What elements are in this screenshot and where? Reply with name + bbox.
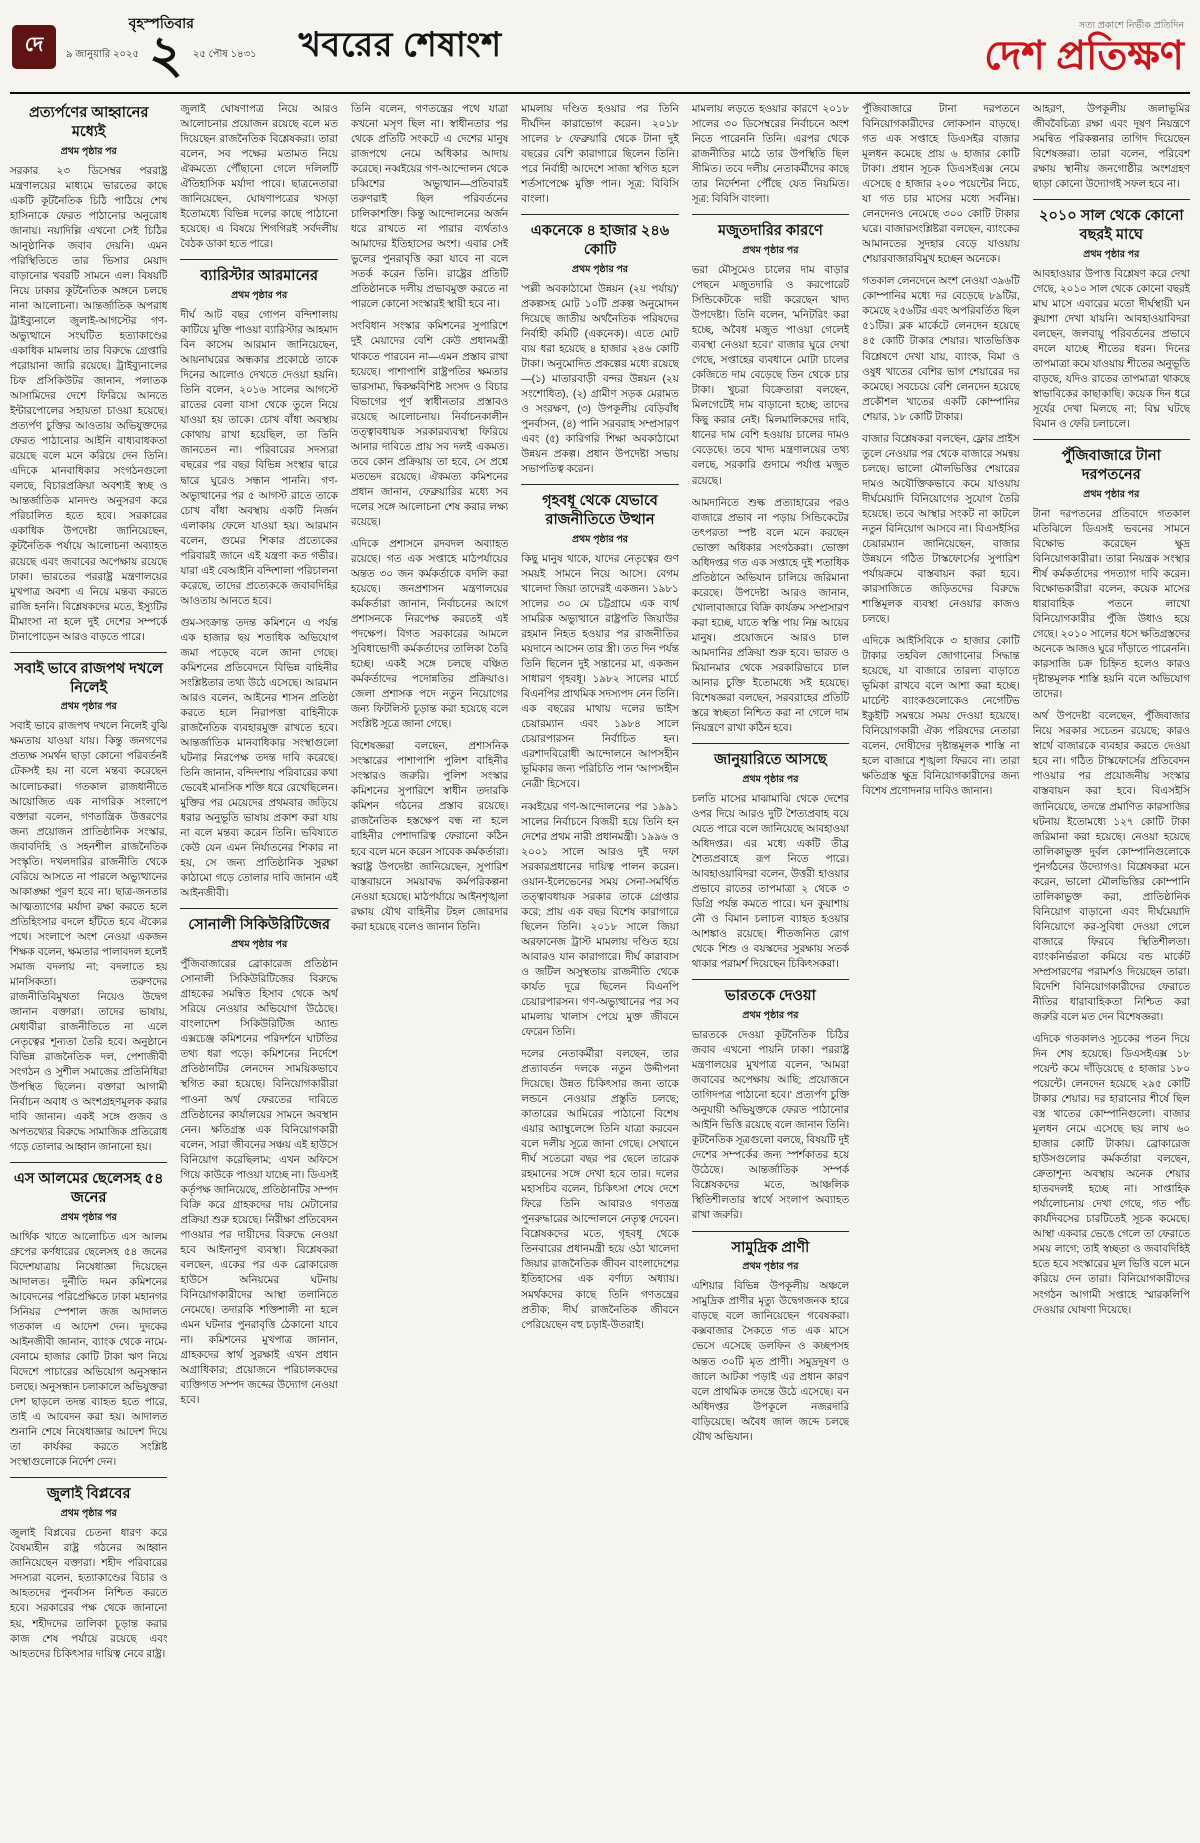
article-body: জুলাই ঘোষণাপত্র নিয়ে আরও আলোচনার প্রয়োজন রয়েছে বলে মত দিয়েছেন রাজনৈতিক বিশ্লেষকরা। তারা বলেন, সব পক্ষের মতামত নিয়ে ঐকমত্যে পৌঁছানো গেলে দলিলটি ঐতিহাসিক মর্যাদা পাবে। ছাত্রনেতারা জানিয়েছেন, ঘোষণাপত্রের খসড়া ইতোমধ্যে বিভিন্ন দলের কাছে পাঠানো হয়েছে। এ বিষয়ে শিগগিরই সর্বদলীয় বৈঠক ডাকা হতে পারে। [180, 104, 338, 251]
continued-from-front-label: প্রথম পৃষ্ঠার পর [60, 701, 117, 713]
article-body: গতকাল লেনদেনে অংশ নেওয়া ৩৯৬টি কোম্পানির মধ্যে দর বেড়েছে ৮৯টির, কমেছে ২৫৬টির এবং অপরিবর্তিত ছিল ৫১টির। ব্লক মার্কেটে লেনদেন হয়েছে ৪৫ কোটি টাকার শেয়ার। খাতভিত্তিক বিশ্লেষণে দেখা যায়, ব্যাংক, বিমা ও ওষুধ খাতের বেশির ভাগ শেয়ারের দর কমেছে। সবচেয়ে বেশি লেনদেন হয়েছে প্রকৌশল খাতের একটি কোম্পানির শেয়ার, ১৮ কোটি টাকার। [862, 276, 1020, 423]
gregorian-date: ৯ জানুয়ারি ২০২৫ [66, 49, 140, 61]
continued-from-front-label: প্রথম পৃষ্ঠার পর [571, 534, 629, 545]
article-headline: ব্যারিস্টার আরমানের [200, 268, 318, 285]
column-5 [692, 102, 849, 1837]
continued-from-front-label: প্রথম পৃষ্ঠার পর [60, 1508, 117, 1520]
article-body: তিনি বলেন, গণতন্ত্রের পথে যাত্রা কখনো মসৃণ ছিল না। স্বাধীনতার পর থেকে প্রতিটি সংকটে এ দেশের মানুষ রাজপথে নেমে অধিকার আদায় করেছে। নব্বইয়ের গণ-আন্দোলন থেকে চব্বিশের অভ্যুত্থান—প্রতিবারই তরুণরাই ছিল পরিবর্তনের চালিকাশক্তি। কিন্তু আন্দোলনের অর্জন ধরে রাখতে না পারার ব্যর্থতাও আমাদের ইতিহাসের অংশ। এবার সেই ভুলের পুনরাবৃত্তি করা যাবে না বলে সতর্ক করেন তিনি। রাষ্ট্রের প্রতিটি প্রতিষ্ঠানকে দলীয় প্রভাবমুক্ত করতে না পারলে কোনো সংস্কারই স্থায়ী হবে না। [350, 104, 509, 311]
article-july-revolution [10, 1477, 167, 1661]
article-body: এদিকে আইসিবিকে ৩ হাজার কোটি টাকার তহবিল জোগানোর সিদ্ধান্ত হয়েছে, যা বাজারে তারল্য বাড়াতে ভূমিকা রাখবে বলে আশা করা হচ্ছে। মার্চেন্ট ব্যাংকগুলোকেও নেগেটিভ ইকুইটি সমন্বয়ে সময় দেওয়া হয়েছে। বিনিয়োগকারী ঐক্য পরিষদের নেতারা বলেন, দোষীদের দৃষ্টান্তমূলক শাস্তি না হলে বাজারে শৃঙ্খলা ফিরবে না। তারা ক্ষতিগ্রস্ত ক্ষুদ্র বিনিয়োগকারীদের জন্য বিশেষ প্রণোদনার দাবিও জানান। [862, 636, 1020, 798]
article-body: এদিকে গতকালও সূচকের পতন দিয়ে দিন শেষ হয়েছে। ডিএসইএক্স ১৮ পয়েন্ট কমে দাঁড়িয়েছে ৫ হাজার ১৮০ পয়েন্টে। লেনদেন হয়েছে ২৯৫ কোটি টাকার শেয়ার। দর হারানোর শীর্ষে ছিল বস্ত্র খাতের কোম্পানিগুলো। বাজার মূলধন নেমে এসেছে ছয় লাখ ৬০ হাজার কোটি টাকায়। ব্রোকারেজ হাউসগুলোর কর্মকর্তারা বলছেন, ক্রেতাশূন্য অবস্থায় অনেক শেয়ার হাতবদলই হচ্ছে না। সাপ্তাহিক পর্যালোচনায় দেখা গেছে, গত পাঁচ কার্যদিবসের চারটিতেই সূচক কমেছে। আস্থা একবার ভেঙে গেলে তা ফেরাতে সময় লাগে; তাই স্বচ্ছতা ও জবাবদিহিই হতে হবে সংস্কারের মূল ভিত্তি বলে মনে করিয়ে দেন তারা। বিনিয়োগকারীদের সংগঠন আগামী সপ্তাহে স্মারকলিপি দেওয়ার ঘোষণা দিয়েছে। [1032, 1033, 1190, 1316]
article-continuation [180, 102, 337, 252]
article-body: দলের নেতাকর্মীরা বলছেন, তার প্রত্যাবর্তন দলকে নতুন উদ্দীপনা দিয়েছে। উন্নত চিকিৎসার জন্য তাকে লন্ডনে নেওয়ার প্রস্তুতি চলছে; কাতারের আমিরের পাঠানো বিশেষ এয়ার অ্যাম্বুলেন্সে তিনি যাত্রা করবেন বলে দলীয় সূত্রে জানা গেছে। সেখানে দীর্ঘ সতেরো বছর পর ছেলে তারেক রহমানের সঙ্গে দেখা হবে তার। দলের মহাসচিব বলেন, চিকিৎসা শেষে দেশে ফিরে তিনি আবারও গণতন্ত্র পুনরুদ্ধারের আন্দোলনে নেতৃত্ব দেবেন। বিশ্লেষকদের মতে, গৃহবধূ থেকে তিনবারের প্রধানমন্ত্রী হয়ে ওঠা খালেদা জিয়ার রাজনৈতিক জীবন বাংলাদেশের ইতিহাসের এক বর্ণাঢ্য অধ্যায়। সমর্থকদের কাছে তিনি গণতন্ত্রের প্রতীক; দীর্ঘ রাজনৈতিক জীবনে পেরিয়েছেন বহু চড়াই-উতরাই। [521, 1049, 679, 1331]
article-headline: সোনালী সিকিউরিটিজের [188, 917, 331, 934]
continued-from-front-label: প্রথম পৃষ্ঠার পর [1083, 248, 1140, 260]
article-body: আমদানিতে শুল্ক প্রত্যাহারের পরও বাজারে প্রভাব না পড়ায় সিন্ডিকেটের তৎপরতা স্পষ্ট বলে মনে করছেন ভোক্তা অধিকার সংগঠকরা। ভোক্তা অধিদপ্তর গত এক সপ্তাহে দুই শতাধিক প্রতিষ্ঠানে অভিযান চালিয়ে জরিমানা করেছে। উপদেষ্টা আরও জানান, খোলাবাজারে বিক্রি কার্যক্রম সম্প্রসারণ করা হচ্ছে, যাতে স্বস্তি পায় নিম্ন আয়ের মানুষ। প্রয়োজনে আরও চাল আমদানির প্রক্রিয়া শুরু হবে। ভারত ও মিয়ানমার থেকে সরকারিভাবে চাল আনার চুক্তি ইতোমধ্যে সই হয়েছে। বিশেষজ্ঞরা বলছেন, সরবরাহের প্রতিটি স্তরে স্বচ্ছতা নিশ্চিত করা না গেলে দাম নিয়ন্ত্রণে রাখা কঠিন হবে। [691, 497, 850, 734]
article-continuation [351, 102, 508, 935]
paper-logo-mark: দে [12, 25, 56, 69]
masthead-left [12, 14, 257, 85]
continued-from-front-label: প্রথম পৃষ্ঠার পর [60, 145, 117, 157]
article-body: কিছু মানুষ থাকে, যাদের নেতৃত্বের গুণ সময়ই সামনে নিয়ে আসে। বেগম খালেদা জিয়া তাদেরই একজন। ১৯৮১ সালের ৩০ মে চট্টগ্রামে এক ব্যর্থ সামরিক অভ্যুত্থানে রাষ্ট্রপতি জিয়াউর রহমান নিহত হওয়ার পর রাজনীতির ময়দানে আসেন তার স্ত্রী। তত দিন পর্যন্ত তিনি ছিলেন দুই সন্তানের মা, একজন সাধারণ গৃহবধূ। ১৯৮২ সালের মার্চে বিএনপির প্রাথমিক সদস্যপদ নেন তিনি। এক বছরের মাথায় দলের ভাইস চেয়ারম্যান এবং ১৯৮৪ সালে চেয়ারপারসন নির্বাচিত হন। এরশাদবিরোধী আন্দোলনে আপসহীন ভূমিকার জন্য পরিচিতি পান 'আপসহীন নেত্রী' হিসেবে। [521, 554, 679, 791]
article-body: পুঁজিবাজারের ব্রোকারেজ প্রতিষ্ঠান সোনালী সিকিউরিটিজের বিরুদ্ধে গ্রাহকের সমন্বিত হিসাব থেকে অর্থ সরিয়ে নেওয়ার অভিযোগ উঠেছে। বাংলাদেশ সিকিউরিটিজ অ্যান্ড এক্সচেঞ্জ কমিশনের পরিদর্শনে ঘাটতির তথ্য ধরা পড়ে। কমিশনের নির্দেশে প্রতিষ্ঠানটির লেনদেন সাময়িকভাবে স্থগিত করা হয়েছে। বিনিয়োগকারীরা পাওনা অর্থ ফেরতের দাবিতে প্রতিষ্ঠানের কার্যালয়ের সামনে অবস্থান নেন। ক্ষতিগ্রস্ত এক বিনিয়োগকারী বলেন, সারা জীবনের সঞ্চয় এই হাউসে বিনিয়োগ করেছিলাম; এখন অফিসে গিয়ে কাউকে পাওয়া যাচ্ছে না। ডিএসই কর্তৃপক্ষ জানিয়েছে, প্রতিষ্ঠানটির সম্পদ বিক্রি করে গ্রাহকদের দায় মেটানোর প্রক্রিয়া শুরু হয়েছে। নিরীক্ষা প্রতিবেদন পাওয়ার পর দায়ীদের বিরুদ্ধে নেওয়া হবে আইনানুগ ব্যবস্থা। বিশ্লেষকরা বলছেন, একের পর এক ব্রোকারেজ হাউসে অনিয়মের ঘটনায় বিনিয়োগকারীদের আস্থা তলানিতে নেমেছে। তদারকি শক্তিশালী না হলে এমন ঘটনার পুনরাবৃত্তি ঠেকানো যাবে না। কমিশনের মুখপাত্র জানান, গ্রাহকদের স্বার্থ সুরক্ষাই এখন প্রধান অগ্রাধিকার; প্রয়োজনে পরিচালকদের ব্যক্তিগত সম্পদ জব্দের উদ্যোগ নেওয়া হবে। [180, 959, 338, 1407]
article-headline: প্রত্যর্পণের আহ্বানের মধ্যেই [28, 105, 149, 140]
continued-from-front-label: প্রথম পৃষ্ঠার পর [231, 290, 288, 302]
article-headline: একনেকে ৪ হাজার ২৪৬ কোটি [530, 223, 670, 259]
article-body: সবাই ভাবে রাজপথ দখলে নিলেই বুঝি ক্ষমতায় যাওয়া যায়। কিন্তু জনগণের প্রত্যক্ষ সমর্থন ছাড়া কোনো পরিবর্তনই টেকসই হয় না বলে মন্তব্য করেছেন আলোচকরা। গতকাল রাজধানীতে আয়োজিত এক নাগরিক সংলাপে বক্তারা বলেন, গণতান্ত্রিক উত্তরণের জন্য প্রয়োজন প্রাতিষ্ঠানিক সংস্কার, জবাবদিহি ও সহনশীল রাজনৈতিক সংস্কৃতি। দখলদারির রাজনীতি থেকে বেরিয়ে আসতে না পারলে অভ্যুত্থানের আকাঙ্ক্ষা পূরণ হবে না। ছাত্র-জনতার আত্মত্যাগের মর্যাদা রক্ষা করতে হলে প্রতিহিংসার বদলে হাঁটতে হবে ঐক্যের পথে। সংলাপে অংশ নেওয়া একজন শিক্ষক বলেন, ক্ষমতার পালাবদল হলেই সমাজ বদলায় না; বদলাতে হয় মানসিকতা। তরুণদের রাজনীতিবিমুখতা নিয়েও উদ্বেগ জানান বক্তারা। তাদের ভাষায়, মেধাবীরা রাজনীতিতে না এলে নেতৃত্বের শূন্যতা তৈরি হবে। অনুষ্ঠানে বিভিন্ন রাজনৈতিক দল, পেশাজীবী সংগঠন ও সুশীল সমাজের প্রতিনিধিরা উপস্থিত ছিলেন। বক্তারা আগামী নির্বাচন অবাধ ও অংশগ্রহণমূলক করার দাবি জানান। একই সঙ্গে গুজব ও অপতথ্যের বিরুদ্ধে সামাজিক প্রতিরোধ গড়ে তোলার আহ্বান জানানো হয়। [10, 721, 168, 1154]
article-body: বিশেষজ্ঞরা বলছেন, প্রশাসনিক সংস্কারের পাশাপাশি পুলিশ বাহিনীর সংস্কারও জরুরি। পুলিশ সংস্কার কমিশনের সুপারিশে স্বাধীন তদারকি কমিশন গঠনের প্রস্তাব রয়েছে। রাজনৈতিক হস্তক্ষেপ বন্ধ না হলে বাহিনীর পেশাদারিত্ব ফেরানো কঠিন হবে বলে মনে করেন সাবেক কর্মকর্তারা। স্বরাষ্ট্র উপদেষ্টা জানিয়েছেন, সুপারিশ বাস্তবায়নে সময়াবদ্ধ কর্মপরিকল্পনা নেওয়া হয়েছে। মাঠপর্যায়ে আইনশৃঙ্খলা রক্ষায় যৌথ বাহিনীর টহল জোরদার করা হয়েছে বলেও জানান তিনি। [350, 741, 509, 933]
article-housewife-to-politics [521, 484, 678, 1332]
article-continuation [692, 102, 849, 207]
bangla-date: ২৫ পৌষ ১৪৩১ [192, 49, 257, 61]
article-body: এদিকে প্রশাসনে রদবদল অব্যাহত রয়েছে। গত এক সপ্তাহে মাঠপর্যায়ের অন্তত ৩০ জন কর্মকর্তাকে বদলি করা হয়েছে। জনপ্রশাসন মন্ত্রণালয়ের কর্মকর্তারা জানান, নির্বাচনের আগে প্রশাসনকে নিরপেক্ষ করতেই এই পদক্ষেপ। বিগত সরকারের আমলে সুবিধাভোগী কর্মকর্তাদের তালিকা তৈরি হচ্ছে। একই সঙ্গে চলছে বঞ্চিত কর্মকর্তাদের পদোন্নতির প্রক্রিয়াও। জেলা প্রশাসক পদে নতুন নিয়োগের জন্য ফিটলিস্ট চূড়ান্ত করা হয়েছে বলে সংশ্লিষ্ট সূত্রে জানা গেছে। [350, 538, 509, 731]
article-coming-in-january [692, 743, 849, 972]
column-3 [351, 102, 508, 1837]
article-headline: গৃহবধূ থেকে যেভাবে রাজনীতিতে উত্থান [542, 493, 658, 529]
article-headline: জানুয়ারিতে আসছে [714, 752, 827, 769]
article-continuation [862, 102, 1019, 799]
page-header [10, 6, 1190, 94]
article-letter-to-india [692, 979, 849, 1223]
article-headline: মজুতদারির কারণে [718, 223, 823, 240]
article-body: অর্থ উপদেষ্টা বলেছেন, পুঁজিবাজার নিয়ে সরকার সচেতন রয়েছে; কারও স্বার্থে বাজারকে ব্যবহার করতে দেওয়া হবে না। গঠিত টাস্কফোর্সের প্রতিবেদন পাওয়ার পর প্রয়োজনীয় সংস্কার বাস্তবায়ন করা হবে। বিএসইসি জানিয়েছে, তদন্তে প্রমাণিত কারসাজির ঘটনায় ইতোমধ্যে ১২৭ কোটি টাকা জরিমানা করা হয়েছে। নেওয়া হয়েছে তালিকাভুক্ত দুর্বল কোম্পানিগুলোকে পুনর্গঠনের উদ্যোগও। বিশ্লেষকরা মনে করেন, ভালো মৌলভিত্তির কোম্পানি তালিকাভুক্ত করা, প্রাতিষ্ঠানিক বিনিয়োগ বাড়ানো এবং দীর্ঘমেয়াদি বিনিয়োগে কর-সুবিধা দেওয়া গেলে বাজারে ফিরবে স্থিতিশীলতা। ব্যাংকনির্ভরতা কমিয়ে বন্ড মার্কেট সম্প্রসারণের পরামর্শও দিয়েছেন তারা। বিদেশি বিনিয়োগকারীদের ফেরাতে নীতির ধারাবাহিকতা নিশ্চিত করা জরুরি বলে মত দেন বিশেষজ্ঞরা। [1032, 711, 1190, 1023]
article-hoarding-rice-price [692, 214, 849, 736]
continued-from-front-label: প্রথম পৃষ্ঠার পর [742, 245, 799, 257]
paper-nameplate [984, 19, 1188, 76]
article-body: জুলাই বিপ্লবের চেতনা ধারণ করে বৈষম্যহীন রাষ্ট্র গঠনের আহ্বান জানিয়েছেন বক্তারা। শহীদ পরিবারের সদস্যরা বলেন, হত্যাকাণ্ডের বিচার ও আহতদের পুনর্বাসন নিশ্চিত করতে হবে। সরকারের পক্ষ থেকে জানানো হয়, শহীদদের তালিকা চূড়ান্ত করার কাজ শেষ পর্যায়ে রয়েছে এবং আহতদের চিকিৎসার দায়িত্ব নেবে রাষ্ট্র। [10, 1528, 168, 1660]
continued-from-front-label: প্রথম পৃষ্ঠার পর [60, 1211, 117, 1223]
article-marine-animals [692, 1231, 849, 1445]
article-body: আর্থিক খাতে আলোচিত এস আলম গ্রুপের কর্ণধারের ছেলেসহ ৫৪ জনের বিদেশযাত্রায় নিষেধাজ্ঞা দিয়েছেন আদালত। দুর্নীতি দমন কমিশনের আবেদনের পরিপ্রেক্ষিতে ঢাকা মহানগর সিনিয়র স্পেশাল জজ আদালত গতকাল এ আদেশ দেন। দুদকের আইনজীবী জানান, ব্যাংক থেকে নামে-বেনামে হাজার কোটি টাকা ঋণ নিয়ে বিদেশে পাচারের অভিযোগ অনুসন্ধান চলছে। অনুসন্ধান চলাকালে অভিযুক্তরা দেশ ছাড়লে তদন্ত ব্যাহত হতে পারে, তাই এ আবেদন করা হয়। আদালত শুনানি শেষে নিষেধাজ্ঞার আদেশ দিয়ে তা কার্যকর করতে সংশ্লিষ্ট সংস্থাগুলোকে নির্দেশ দেন। [10, 1231, 168, 1469]
continued-from-front-label: প্রথম পৃষ্ঠার পর [231, 939, 288, 951]
article-headline: এস আলমের ছেলেসহ ৫৪ জনের [13, 1171, 164, 1207]
article-headline: পুঁজিবাজারে টানা দরপতনের [1061, 448, 1161, 484]
page-number: ২ [149, 26, 183, 85]
article-body: ভরা মৌসুমেও চালের দাম বাড়ার পেছনে মজুতদারি ও করপোরেট সিন্ডিকেটকে দায়ী করেছেন খাদ্য উপদেষ্টা। তিনি বলেন, 'মনিটরিং করা হচ্ছে, অবৈধ মজুত পাওয়া গেলেই ব্যবস্থা নেওয়া হবে।' বাজার ঘুরে দেখা গেছে, সপ্তাহের ব্যবধানে মোটা চালের কেজিতে দাম বেড়েছে তিন থেকে চার টাকা। খুচরা বিক্রেতারা বলছেন, মিলগেটেই দাম বাড়ানো হচ্ছে; তাদের কিছু করার নেই। মিলমালিকদের দাবি, ধানের দাম বেশি হওয়ায় চালের দামও বেড়েছে। তবে খাদ্য মন্ত্রণালয়ের তথ্য বলছে, সরকারি গুদামে পর্যাপ্ত মজুত রয়েছে। [691, 265, 850, 487]
continued-from-front-label: প্রথম পৃষ্ঠার পর [571, 263, 629, 275]
article-body: 'পল্লী অবকাঠামো উন্নয়ন (২য় পর্যায়)' প্রকল্পসহ মোট ১০টি প্রকল্প অনুমোদন দিয়েছে জাতীয় অর্থনৈতিক পরিষদের নির্বাহী কমিটি (একনেক)। এতে মোট ব্যয় ধরা হয়েছে ৪ হাজার ২৪৬ কোটি টাকা। অনুমোদিত প্রকল্পের মধ্যে রয়েছে—(১) মাতারবাড়ী বন্দর উন্নয়ন (২য় সংশোধিত), (২) গ্রামীণ সড়ক মেরামত ও সংরক্ষণ, (৩) উপকূলীয় বেড়িবাঁধ পুনর্বাসন, (৪) পানি সরবরাহ সম্প্রসারণ এবং (৫) কারিগরি শিক্ষা অবকাঠামো উন্নয়ন প্রকল্প। প্রধান উপদেষ্টা সভায় সভাপতিত্ব করেন। [521, 283, 679, 476]
article-stockmarket-fall [1033, 439, 1190, 1317]
article-body: গুম-সংক্রান্ত তদন্ত কমিশনে এ পর্যন্ত এক হাজার ছয় শতাধিক অভিযোগ জমা পড়েছে বলে জানা গেছে। কমিশনের প্রতিবেদনে বিভিন্ন বাহিনীর সংশ্লিষ্টতার তথ্য উঠে এসেছে। আরমান আরও বলেন, আইনের শাসন প্রতিষ্ঠা করতে হলে নিরাপত্তা বাহিনীকে রাজনৈতিক ব্যবহারমুক্ত রাখতে হবে। আন্তর্জাতিক মানবাধিকার সংস্থাগুলো ঘটনার নিরপেক্ষ তদন্ত দাবি করেছে। তিনি জানান, বন্দিদশায় পরিবারের কথা ভেবেই মানসিক শক্তি ধরে রেখেছিলেন। মুক্তির পর মেয়েদের প্রথমবার জড়িয়ে ধরার অনুভূতি ভাষায় প্রকাশ করা যায় না বলে মন্তব্য করেন তিনি। ভবিষ্যতে কেউ যেন এমন নির্যাতনের শিকার না হয়, সে জন্য প্রাতিষ্ঠানিক সুরক্ষা কাঠামো গড়ে তোলার দাবি জানান এই আইনজীবী। [180, 617, 338, 900]
article-s-alam-travel-ban [10, 1162, 167, 1470]
article-body: এশিয়ার বিভিন্ন উপকূলীয় অঞ্চলে সামুদ্রিক প্রাণীর মৃত্যু উদ্বেগজনক হারে বাড়ছে বলে জানিয়েছেন গবেষকরা। কক্সবাজার সৈকতে গত এক মাসে ভেসে এসেছে ডলফিন ও কচ্ছপসহ অন্তত ৩০টি মৃত প্রাণী। সমুদ্রদূষণ ও জালে আটকা পড়াই এর প্রধান কারণ বলে প্রাথমিক তদন্তে উঠে এসেছে। বন অধিদপ্তর উপকূলে নজরদারি বাড়িয়েছে। অবৈধ জাল জব্দে চলছে যৌথ অভিযান। [691, 1281, 850, 1443]
article-headline: ২০১০ সাল থেকে কোনো বছরই মাঘে [1039, 208, 1184, 244]
column-7 [1033, 102, 1190, 1837]
article-barrister-arman [180, 259, 337, 901]
article-headline: জুলাই বিপ্লবের [46, 1486, 131, 1503]
article-ecnec-approval [521, 214, 678, 477]
article-body: আহরণ, উপকূলীয় জলাভূমির জীববৈচিত্র্য রক্ষা এবং দূষণ নিয়ন্ত্রণে সমন্বিত পরিকল্পনার তাগিদ দিয়েছেন বিশেষজ্ঞরা। তারা বলেন, পরিবেশ রক্ষায় স্থানীয় জনগোষ্ঠীর অংশগ্রহণ ছাড়া কোনো উদ্যোগই সফল হবে না। [1032, 104, 1190, 191]
column-2 [180, 102, 337, 1837]
body-columns [10, 94, 1190, 1837]
article-headline: ভারতকে দেওয়া [725, 988, 816, 1005]
article-continuation [521, 102, 678, 207]
article-body: মামলায় দণ্ডিত হওয়ার পর তিনি দীর্ঘদিন কারাভোগ করেন। ২০১৮ সালের ৮ ফেব্রুয়ারি থেকে টানা দুই বছরের বেশি কারাগারে ছিলেন তিনি। পরে নির্বাহী আদেশে সাজা স্থগিত হলে শর্তসাপেক্ষে মুক্তি পান। সূত্র: বিবিসি বাংলা। [521, 104, 679, 206]
article-body: চলতি মাসের মাঝামাঝি থেকে দেশের ওপর দিয়ে আরও দুটি শৈত্যপ্রবাহ বয়ে যেতে পারে বলে জানিয়েছে আবহাওয়া অধিদপ্তর। এর মধ্যে একটি তীব্র শৈত্যপ্রবাহে রূপ নিতে পারে। আবহাওয়াবিদরা বলেন, উত্তরী হাওয়ার প্রভাবে রাতের তাপমাত্রা ২ থেকে ৩ ডিগ্রি পর্যন্ত কমতে পারে। ঘন কুয়াশায় নৌ ও বিমান চলাচল ব্যাহত হওয়ার আশঙ্কাও রয়েছে। শীতজনিত রোগ থেকে শিশু ও বয়স্কদের সুরক্ষায় সতর্ক থাকার পরামর্শ দিয়েছেন চিকিৎসকরা। [691, 793, 850, 971]
article-sonali-securities [180, 908, 337, 1408]
paper-tagline: সত্য প্রকাশে নির্ভীক প্রতিদিন [1078, 19, 1184, 31]
continued-from-front-label: প্রথম পৃষ্ঠার পর [742, 773, 799, 785]
article-body: মামলায় লড়তে হওয়ার কারণে ২০১৮ সালের ৩০ ডিসেম্বরের নির্বাচনে অংশ নিতে পারেননি তিনি। এরপর থেকে রাজনীতির মাঠে তার উপস্থিতি ছিল সীমিত। তবে দলীয় নেতাকর্মীদের কাছে তার নির্দেশনা পৌঁছে যেত নিয়মিত। সূত্র: বিবিসি বাংলা। [691, 104, 850, 206]
article-extradition-call [10, 104, 167, 645]
column-1 [10, 102, 167, 1837]
article-body: দীর্ঘ আট বছর গোপন বন্দিশালায় কাটিয়ে মুক্তি পাওয়া ব্যারিস্টার আহমাদ বিন কাসেম আরমান জানিয়েছেন, আয়নাঘরের অন্ধকার প্রকোষ্ঠে তাকে দিনের আলোও দেখতে দেওয়া হয়নি। তিনি বলেন, ২০১৬ সালের আগস্টে রাতের বেলা বাসা থেকে তুলে নিয়ে যাওয়া হয় তাকে। চোখ বাঁধা অবস্থায় কোথায় রাখা হয়েছিল, তা তিনি জানতেন না। পরিবারের সদস্যরা বছরের পর বছর বিভিন্ন সংস্থার দ্বারে দ্বারে ঘুরেও সন্ধান পাননি। গণ-অভ্যুত্থানের পর ৫ আগস্ট রাতে তাকে চোখ বাঁধা অবস্থায় একটি নির্জন এলাকায় ফেলে যাওয়া হয়। আরমান বলেন, গুমের শিকার প্রত্যেকের পরিবারই জানে এই যন্ত্রণা কত গভীর। যারা এই বেআইনি বন্দিশালা পরিচালনা করেছে, তাদের প্রত্যেককে জবাবদিহির আওতায় আনতে হবে। [180, 310, 338, 607]
article-street-politics [10, 652, 167, 1156]
article-headline: সামুদ্রিক প্রাণী [731, 1239, 810, 1256]
article-continuation [1033, 102, 1190, 192]
article-headline: সবাই ভাবে রাজপথ দখলে নিলেই [14, 660, 163, 696]
article-body: ভারতকে দেওয়া কূটনৈতিক চিঠির জবাব এখনো পায়নি ঢাকা। পররাষ্ট্র মন্ত্রণালয়ের মুখপাত্র বলেন, 'আমরা জবাবের অপেক্ষায় আছি; প্রয়োজনে তাগিদপত্র পাঠানো হবে।' প্রত্যর্পণ চুক্তি অনুযায়ী অভিযুক্তকে ফেরত পাঠানোর আইনি ভিত্তি রয়েছে বলে জানান তিনি। কূটনৈতিক সূত্রগুলো বলছে, বিষয়টি দুই দেশের সম্পর্কের জন্য স্পর্শকাতর হয়ে উঠেছে। আন্তর্জাতিক সম্পর্ক বিশ্লেষকদের মতে, আঞ্চলিক স্থিতিশীলতার স্বার্থে সংলাপ অব্যাহত রাখা জরুরি। [691, 1030, 850, 1222]
column-6 [862, 102, 1019, 1837]
paper-name: দেশ প্রতিক্ষণ [984, 33, 1184, 78]
article-body: সরকার ২৩ ডিসেম্বর পররাষ্ট্র মন্ত্রণালয়ের মাধ্যমে ভারতের কাছে একটি কূটনৈতিক চিঠি পাঠিয়ে শেখ হাসিনাকে ফেরত পাঠানোর অনুরোধ জানায়। নয়াদিল্লি এখনো সেই চিঠির আনুষ্ঠানিক জবাব দেয়নি। এমন পরিস্থিতিতে তার ভিসার মেয়াদ বাড়ানোর খবরটি সামনে এল। বিষয়টি নিয়ে ঢাকার কূটনৈতিক অঙ্গনে চলছে নানা আলোচনা। আন্তর্জাতিক অপরাধ ট্রাইব্যুনালে জুলাই-আগস্টের গণ-অভ্যুত্থানে সংঘটিত হত্যাকাণ্ডের একাধিক মামলায় তার বিরুদ্ধে গ্রেপ্তারি পরোয়ানা জারি রয়েছে। ট্রাইব্যুনালের চিফ প্রসিকিউটর জানান, পলাতক আসামিদের দেশে ফিরিয়ে আনতে ইন্টারপোলের সহায়তা চাওয়া হয়েছে। প্রত্যর্পণ চুক্তির আওতায় অভিযুক্তদের ফেরত পাঠানোর আইনি বাধ্যবাধকতা রয়েছে বলে মনে করিয়ে দেন তিনি। এদিকে মানবাধিকার সংগঠনগুলো বলছে, বিচারপ্রক্রিয়া অবশ্যই স্বচ্ছ ও আন্তর্জাতিক মানদণ্ড অনুসরণ করে পরিচালিত হতে হবে। সরকারের একাধিক উপদেষ্টা জানিয়েছেন, কূটনৈতিক পর্যায়ে আলোচনা অব্যাহত রয়েছে এবং জবাবের অপেক্ষায় রয়েছে ঢাকা। ভারতের পররাষ্ট্র মন্ত্রণালয়ের মুখপাত্র অবশ্য এ নিয়ে মন্তব্য করতে রাজি হননি। বিশ্লেষকদের মতে, ইস্যুটির মীমাংসা না হলে দুই দেশের সম্পর্কে টানাপোড়েন আরও বাড়তে পারে। [10, 165, 168, 643]
column-4 [521, 102, 678, 1837]
article-since-2010-weather [1033, 199, 1190, 432]
article-body: আবহাওয়ার উপাত্ত বিশ্লেষণ করে দেখা গেছে, ২০১০ সাল থেকে কোনো বছরই মাঘ মাসে এবারের মতো দীর্ঘস্থায়ী ঘন কুয়াশা দেখা যায়নি। আবহাওয়াবিদরা বলছেন, জলবায়ু পরিবর্তনের প্রভাবে বদলে যাচ্ছে শীতের ধরন। দিনের তাপমাত্রা কমে যাওয়ায় শীতের অনুভূতি বাড়ছে, যদিও রাতের তাপমাত্রা থাকছে স্বাভাবিকের কাছাকাছি। কয়েক দিন ধরে সূর্যের দেখা মিলছে না; বিঘ্ন ঘটছে বিমান ও ফেরি চলাচলে। [1032, 268, 1190, 431]
continued-from-front-label: প্রথম পৃষ্ঠার পর [1083, 488, 1140, 500]
section-title: খবরের শেষাংশ [298, 25, 502, 64]
article-body: নব্বইয়ের গণ-আন্দোলনের পর ১৯৯১ সালের নির্বাচনে বিজয়ী হয়ে তিনি হন দেশের প্রথম নারী প্রধানমন্ত্রী। ১৯৯৬ ও ২০০১ সালে আরও দুই দফা সরকারপ্রধানের দায়িত্ব পালন করেন। ওয়ান-ইলেভেনের সময় সেনা-সমর্থিত তত্ত্বাবধায়ক সরকার তাকে গ্রেপ্তার করে; প্রায় এক বছর বিশেষ কারাগারে ছিলেন তিনি। ২০১৮ সালে জিয়া অরফানেজ ট্রাস্ট মামলায় দণ্ডিত হয়ে আবারও যান কারাগারে। দীর্ঘ কারাবাস ও জটিল অসুস্থতায় রাজনীতি থেকে কার্যত দূরে ছিলেন বিএনপি চেয়ারপারসন। গণ-অভ্যুত্থানের পর সব মামলায় খালাস পেয়ে মুক্ত জীবনে ফেরেন তিনি। [521, 801, 679, 1038]
continued-from-front-label: প্রথম পৃষ্ঠার পর [742, 1261, 799, 1273]
continued-from-front-label: প্রথম পৃষ্ঠার পর [742, 1010, 799, 1022]
weekday-label: বৃহস্পতিবার [128, 14, 194, 31]
article-body: টানা দরপতনের প্রতিবাদে গতকাল মতিঝিলে ডিএসই ভবনের সামনে বিক্ষোভ করেছেন ক্ষুদ্র বিনিয়োগকারীরা। তারা নিয়ন্ত্রক সংস্থার শীর্ষ কর্মকর্তাদের পদত্যাগ দাবি করেন। বিক্ষোভকারীরা বলেন, কয়েক মাসের ধারাবাহিক পতনে লাখো বিনিয়োগকারীর পুঁজি উধাও হয়ে গেছে। ২০১০ সালের ধসে ক্ষতিগ্রস্তদের অনেকে আজও ঘুরে দাঁড়াতে পারেননি। কারসাজি চক্র চিহ্নিত হলেও কারও দৃষ্টান্তমূলক শাস্তি হয়নি বলে অভিযোগ তাদের। [1032, 508, 1190, 701]
date-block [66, 14, 257, 85]
article-body: পুঁজিবাজারে টানা দরপতনে বিনিয়োগকারীদের লোকসান বাড়ছে। গত এক সপ্তাহে ডিএসইর বাজার মূলধন কমেছে প্রায় ৬ হাজার কোটি টাকা। প্রধান সূচক ডিএসইএক্স নেমে এসেছে ৫ হাজার ২০০ পয়েন্টের নিচে, যা গত চার মাসের মধ্যে সর্বনিম্ন। লেনদেনও নেমেছে ৩০০ কোটি টাকার ঘরে। বাজারসংশ্লিষ্টরা বলছেন, ব্যাংকের আমানতের সুদহার বেড়ে যাওয়ায় শেয়ারবাজারবিমুখ হচ্ছেন অনেকে। [862, 104, 1020, 266]
article-body: সংবিধান সংস্কার কমিশনের সুপারিশে দুই মেয়াদের বেশি কেউ প্রধানমন্ত্রী থাকতে পারবেন না—এমন প্রস্তাব রাখা হয়েছে। পাশাপাশি রাষ্ট্রপতির ক্ষমতার ভারসাম্য, দ্বিকক্ষবিশিষ্ট সংসদ ও বিচার বিভাগের পূর্ণ স্বাধীনতার প্রস্তাবও রয়েছে আলোচনায়। নির্বাচনকালীন তত্ত্বাবধায়ক সরকারব্যবস্থা ফিরিয়ে আনার দাবিতে প্রায় সব দলই একমত। তবে কোন প্রক্রিয়ায় তা হবে, সে প্রশ্নে মতভেদ রয়েছে। ঐকমত্য কমিশনের প্রধান জানান, ফেব্রুয়ারির মধ্যে সব দলের সঙ্গে আলোচনা শেষ করার লক্ষ্য রয়েছে। [350, 321, 509, 528]
article-body: বাজার বিশ্লেষকরা বলছেন, ফ্লোর প্রাইস তুলে নেওয়ার পর থেকে বাজারে সমন্বয় চলছে। ভালো মৌলভিত্তির শেয়ারের দামও অযৌক্তিকভাবে কমে যাওয়ায় দীর্ঘমেয়াদি বিনিয়োগের সুযোগ তৈরি হয়েছে। তবে আস্থার সংকট না কাটলে নতুন বিনিয়োগ আসবে না। বিএসইসির চেয়ারম্যান জানিয়েছেন, বাজার উন্নয়নে গঠিত টাস্কফোর্সের সুপারিশ পর্যায়ক্রমে বাস্তবায়ন করা হবে। কারসাজিতে জড়িতদের বিরুদ্ধে শাস্তিমূলক ব্যবস্থা নেওয়ার কাজও চলছে। [862, 433, 1020, 626]
